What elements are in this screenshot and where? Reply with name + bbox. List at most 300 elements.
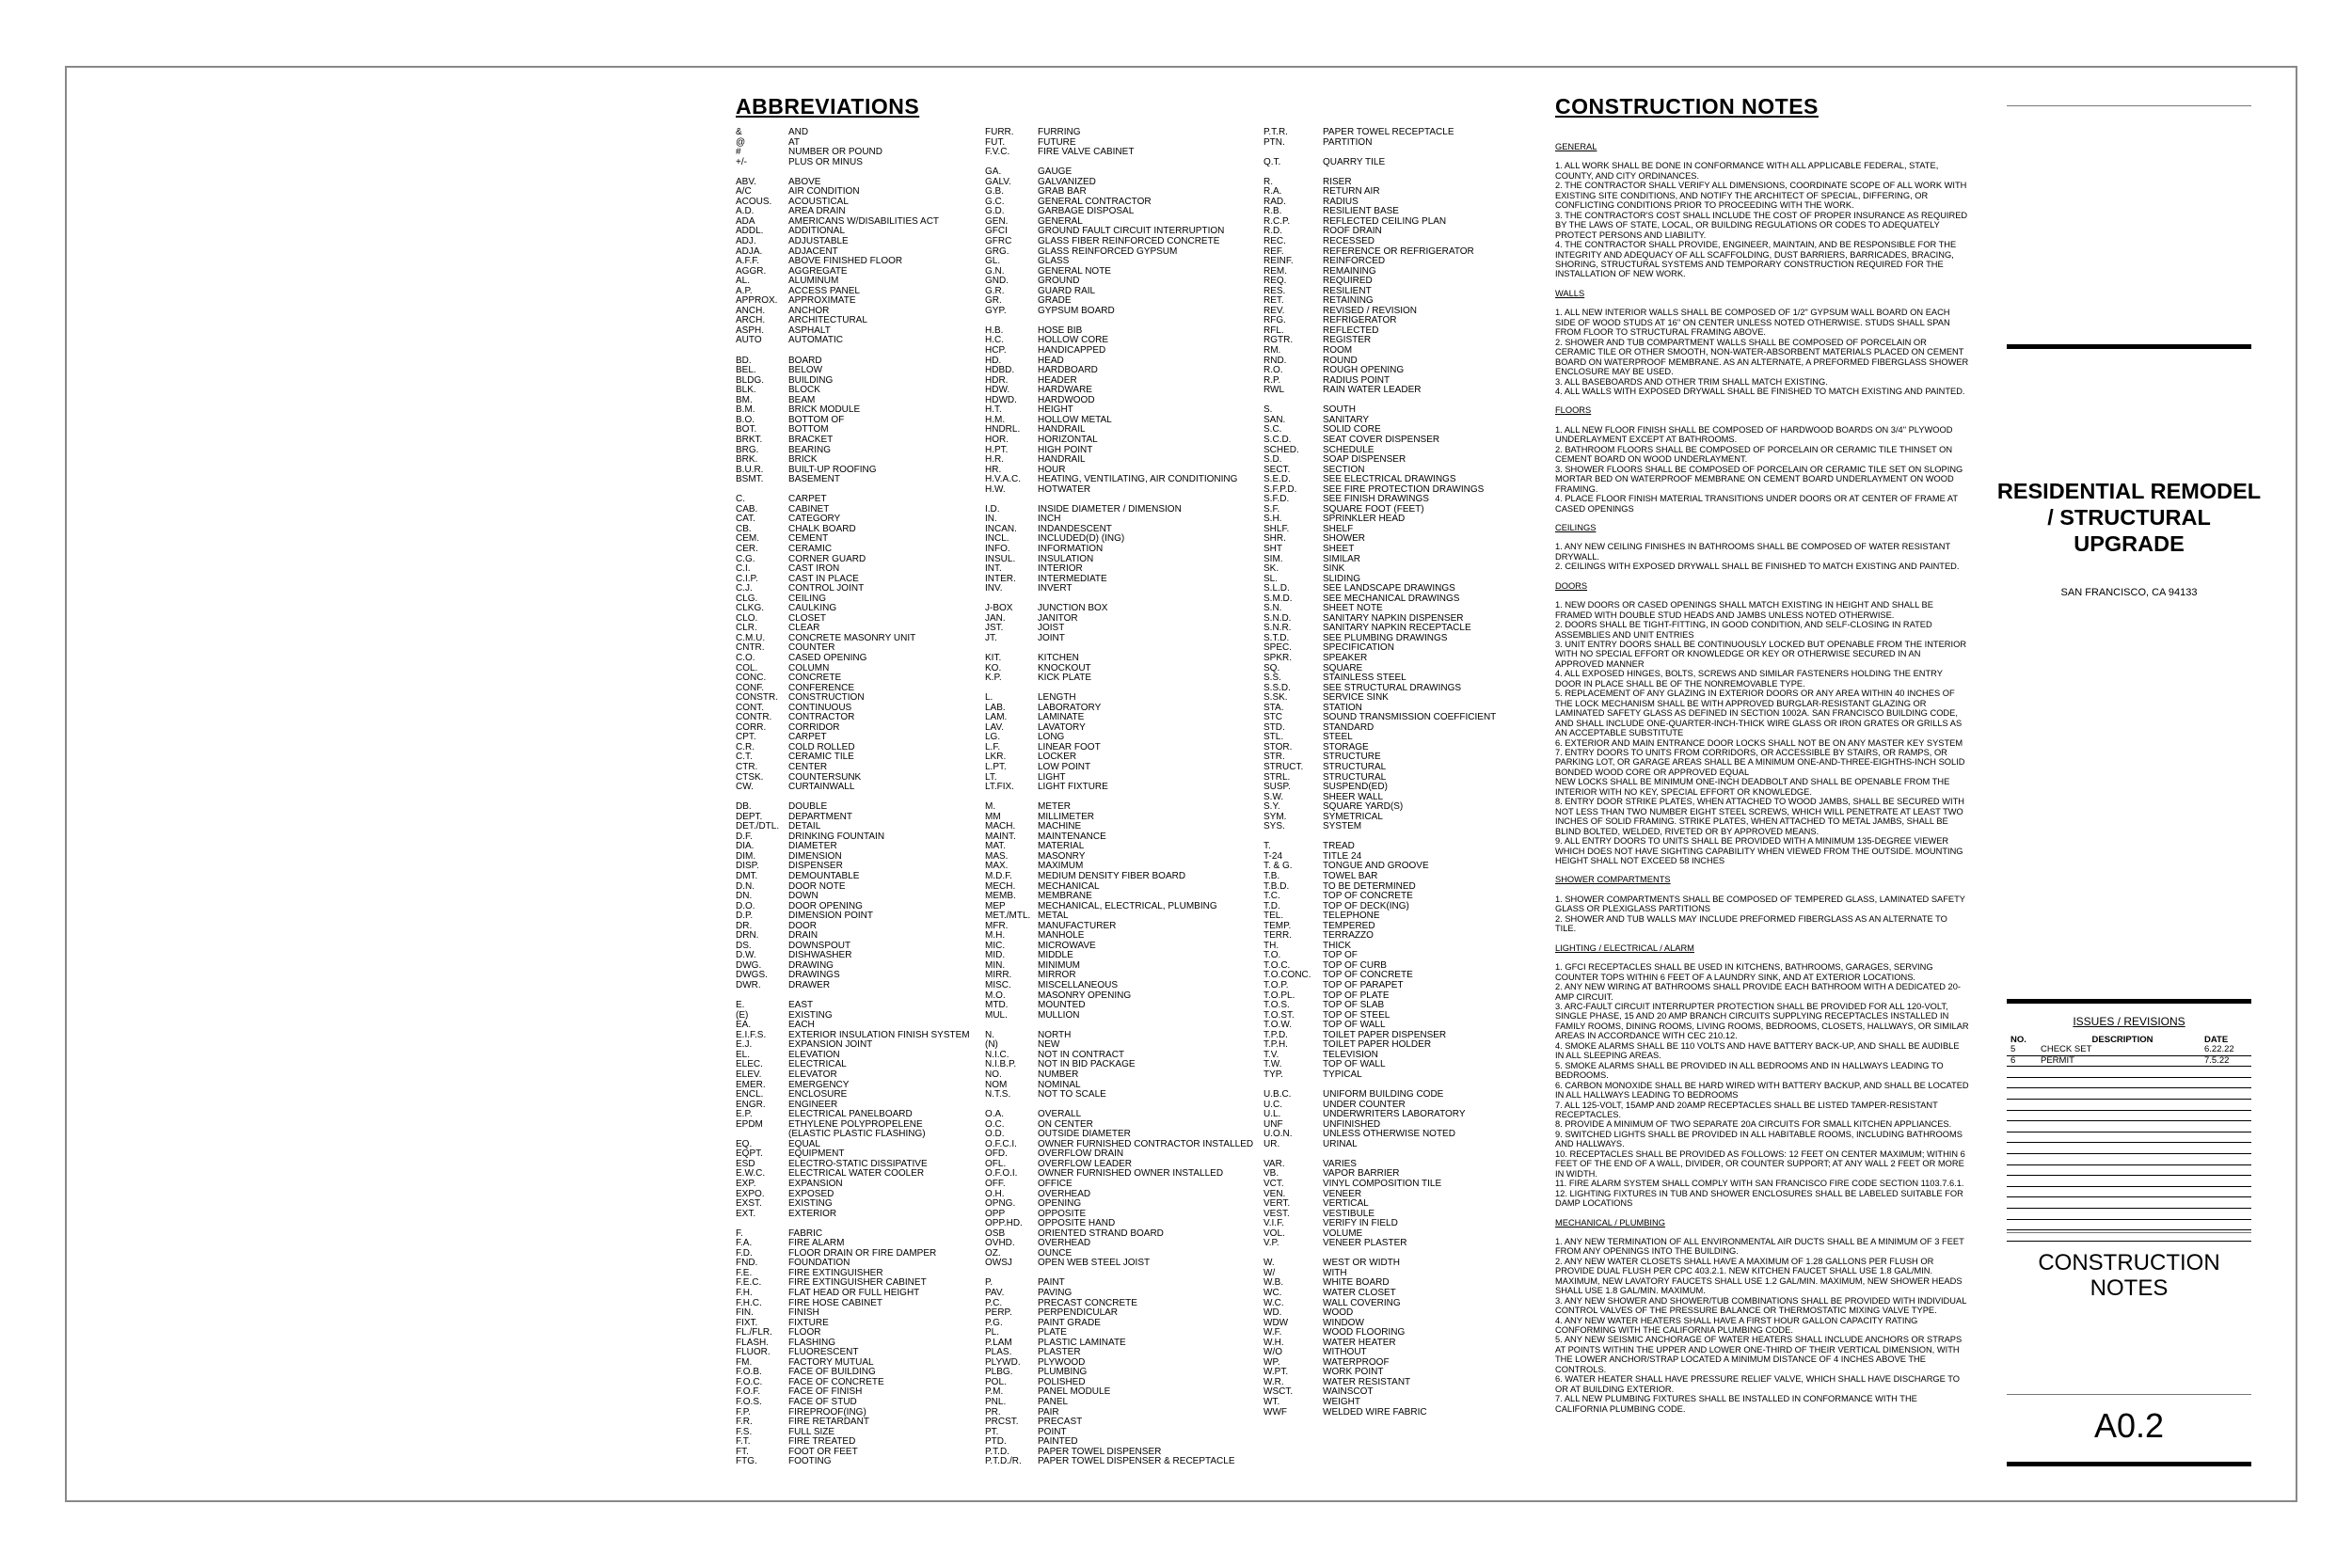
abbreviation-code: C.G. bbox=[736, 553, 755, 564]
abbreviation-code: C.I. bbox=[736, 563, 751, 575]
abbreviation-meaning: MULLION bbox=[1038, 1009, 1080, 1021]
abbreviation-row bbox=[985, 1031, 1253, 1041]
abbreviations-title: ABBREVIATIONS bbox=[736, 94, 920, 119]
abbreviation-code: IN. bbox=[985, 514, 997, 525]
abbreviation-code: CONTR. bbox=[736, 712, 772, 723]
abbreviation-meaning: EMERGENCY bbox=[788, 1079, 850, 1090]
abbreviation-row bbox=[736, 425, 970, 436]
note-item: 7. ALL NEW PLUMBING FIXTURES SHALL BE INSTALLED IN CONFORMANCE WITH THE CALIFORNIA PLUMBING CODE. bbox=[1555, 1394, 1917, 1414]
abbreviation-code: W.R. bbox=[1263, 1376, 1284, 1387]
abbreviation-code: E.W.C. bbox=[736, 1168, 766, 1180]
abbreviation-row bbox=[736, 1051, 970, 1061]
abbreviation-meaning: WAINSCOT bbox=[1323, 1386, 1374, 1398]
abbreviation-meaning: AUTOMATIC bbox=[788, 335, 843, 346]
abbreviation-code: LKR. bbox=[985, 752, 1007, 763]
abbreviation-meaning: RAIN WATER LEADER bbox=[1323, 385, 1422, 396]
abbreviation-code: FLASH. bbox=[736, 1337, 770, 1348]
abbreviation-meaning: BUILDING bbox=[788, 374, 834, 386]
abbreviation-meaning: DIMENSION POINT bbox=[788, 911, 874, 922]
abbreviation-code: U.L. bbox=[1263, 1109, 1281, 1120]
abbreviation-code: DET./DTL. bbox=[736, 821, 780, 832]
abbreviation-code: STRL. bbox=[1263, 771, 1291, 783]
abbreviation-meaning: MIDDLE bbox=[1038, 950, 1073, 961]
abbreviation-code: T.V. bbox=[1263, 1049, 1279, 1060]
abbreviation-meaning: FLOOR bbox=[788, 1327, 821, 1338]
abbreviation-meaning: SINK bbox=[1323, 563, 1345, 575]
abbreviation-spacer bbox=[1263, 832, 1496, 843]
abbreviation-code: PT. bbox=[985, 1426, 999, 1437]
abbreviation-meaning: EAST bbox=[788, 1000, 814, 1011]
abbreviation-row bbox=[985, 654, 1253, 664]
abbreviation-meaning: DISPENSER bbox=[788, 861, 843, 872]
abbreviation-meaning: SPEAKER bbox=[1323, 652, 1368, 663]
abbreviation-meaning: DOOR bbox=[788, 920, 817, 931]
abbreviation-code: F.V.C. bbox=[985, 147, 1010, 158]
abbreviation-code: G.N. bbox=[985, 265, 1005, 277]
abbreviation-row bbox=[1263, 1140, 1496, 1150]
abbreviation-meaning: ROUND bbox=[1323, 355, 1358, 366]
abbreviation-code: EA. bbox=[736, 1020, 752, 1031]
abbreviation-meaning: WATERPROOF bbox=[1323, 1356, 1390, 1368]
abbreviation-code: A.P. bbox=[736, 285, 753, 296]
abbreviation-meaning: PLATE bbox=[1038, 1327, 1067, 1338]
abbreviation-meaning: ELECTRICAL bbox=[788, 1059, 847, 1070]
issues-cell-description: PERMIT bbox=[2041, 1054, 2074, 1066]
abbreviation-spacer bbox=[736, 1219, 970, 1229]
abbreviation-code: HDW. bbox=[985, 385, 1010, 396]
abbreviation-code: O.A. bbox=[985, 1109, 1005, 1120]
abbreviation-meaning: OUNCE bbox=[1038, 1247, 1073, 1259]
abbreviation-row bbox=[985, 1378, 1253, 1388]
abbreviation-meaning: FIXTURE bbox=[788, 1317, 829, 1328]
abbreviation-meaning: LAVATORY bbox=[1038, 721, 1086, 733]
abbreviation-code: FIXT. bbox=[736, 1317, 758, 1328]
abbreviation-meaning: HOSE BIB bbox=[1038, 325, 1083, 336]
abbreviation-code: CLR. bbox=[736, 623, 757, 634]
abbreviation-code: H.C. bbox=[985, 335, 1004, 346]
abbreviation-meaning: SCHEDULE bbox=[1323, 444, 1375, 455]
abbreviation-meaning: ENGINEER bbox=[788, 1099, 838, 1110]
abbreviation-code: RET. bbox=[1263, 295, 1284, 307]
abbreviation-code: TERR. bbox=[1263, 930, 1292, 942]
abbreviation-code: LT.FIX. bbox=[985, 782, 1014, 793]
abbreviation-code: T.O.S. bbox=[1263, 1000, 1290, 1011]
abbreviation-code: CLG. bbox=[736, 593, 758, 604]
abbreviation-row bbox=[1263, 733, 1496, 743]
abbreviation-row bbox=[1263, 1040, 1496, 1051]
abbreviation-meaning: PERPENDICULAR bbox=[1038, 1307, 1119, 1319]
note-item: 8. PROVIDE A MINIMUM OF TWO SEPARATE 20A CIRCUITS FOR SMALL KITCHEN APPLIANCES. bbox=[1555, 1119, 1952, 1130]
abbreviation-code: WC. bbox=[1263, 1287, 1282, 1298]
abbreviation-meaning: OPPOSITE bbox=[1038, 1208, 1087, 1219]
abbreviation-row bbox=[985, 356, 1253, 367]
abbreviation-code: E.P. bbox=[736, 1109, 753, 1120]
abbreviation-row bbox=[1263, 1398, 1496, 1408]
abbreviation-row bbox=[985, 436, 1253, 446]
abbreviation-row bbox=[736, 1040, 970, 1051]
abbreviation-code: MAS. bbox=[985, 850, 1009, 862]
abbreviation-meaning: ADJACENT bbox=[788, 245, 838, 257]
abbreviation-code: EXST. bbox=[736, 1198, 762, 1210]
note-item: 2. SHOWER AND TUB WALLS MAY INCLUDE PREFORMED FIBERGLASS AS AN ALTERNATE TO TILE. bbox=[1555, 913, 1947, 934]
abbreviation-row bbox=[1263, 534, 1496, 545]
note-item: 11. FIRE ALARM SYSTEM SHALL COMPLY WITH SAN FRANCISCO FIRE CODE SECTION 1103.7.6.1. bbox=[1555, 1179, 1964, 1189]
abbreviation-meaning: FIRE EXTINGUISHER bbox=[788, 1267, 883, 1278]
abbreviation-row bbox=[985, 1338, 1253, 1349]
abbreviation-meaning: RADIUS bbox=[1323, 196, 1359, 207]
abbreviation-row bbox=[985, 1319, 1253, 1329]
note-item: 4. ALL WALLS WITH EXPOSED DRYWALL SHALL BE FINISHED TO MATCH EXISTING AND PAINTED. bbox=[1555, 386, 1965, 396]
abbreviation-meaning: OWNER FURNISHED OWNER INSTALLED bbox=[1038, 1168, 1224, 1180]
abbreviation-code: PLAS. bbox=[985, 1347, 1012, 1358]
abbreviation-code: MTD. bbox=[985, 1000, 1009, 1011]
abbreviation-meaning: GENERAL bbox=[1038, 215, 1083, 227]
note-item: 7. ALL 125-VOLT, 15AMP AND 20AMP RECEPTACLES SHALL BE LISTED TAMPER-RESISTANT RECEPTACLES. bbox=[1555, 1100, 1938, 1119]
abbreviation-row bbox=[985, 455, 1253, 466]
notes-section-title: WALLS bbox=[1555, 288, 1585, 298]
abbreviation-code: J-BOX bbox=[985, 603, 1013, 614]
abbreviation-code: MID. bbox=[985, 950, 1006, 961]
abbreviation-code: PNL. bbox=[985, 1397, 1007, 1407]
abbreviation-row bbox=[736, 634, 970, 644]
issues-rows bbox=[2007, 1045, 2251, 1242]
abbreviation-row bbox=[736, 872, 970, 882]
abbreviation-row bbox=[1263, 227, 1496, 237]
abbreviation-code: STL. bbox=[1263, 732, 1284, 743]
issues-blank-row bbox=[2007, 1088, 2251, 1100]
abbreviation-row bbox=[1263, 128, 1496, 138]
abbreviation-code: WP. bbox=[1263, 1356, 1280, 1368]
abbreviation-meaning: OPENING bbox=[1038, 1198, 1082, 1210]
abbreviation-meaning: INDANDESCENT bbox=[1038, 523, 1112, 534]
abbreviation-code: T.D. bbox=[1263, 900, 1280, 911]
abbreviation-row bbox=[736, 158, 970, 168]
abbreviation-meaning: MEDIUM DENSITY FIBER BOARD bbox=[1038, 871, 1186, 882]
abbreviation-spacer bbox=[985, 793, 1253, 803]
abbreviation-meaning: DOOR OPENING bbox=[788, 900, 863, 911]
abbreviation-code: B.M. bbox=[736, 404, 755, 416]
abbreviation-meaning: SUSPEND(ED) bbox=[1323, 782, 1388, 793]
abbreviation-meaning: POINT bbox=[1038, 1426, 1067, 1437]
abbreviation-code: H.V.A.C. bbox=[985, 474, 1021, 485]
abbreviation-code: R.B. bbox=[1263, 206, 1282, 217]
abbreviation-spacer bbox=[985, 1101, 1253, 1111]
abbreviation-code: C.I.P. bbox=[736, 573, 758, 584]
abbreviation-code: R.D. bbox=[1263, 226, 1282, 237]
abbreviation-code: CAB. bbox=[736, 503, 758, 515]
abbreviation-meaning: VINYL COMPOSITION TILE bbox=[1323, 1178, 1442, 1189]
abbreviation-code: F.E. bbox=[736, 1267, 753, 1278]
abbreviation-code: A/C bbox=[736, 186, 752, 198]
abbreviation-meaning: METER bbox=[1038, 801, 1071, 813]
abbreviation-row bbox=[1263, 723, 1496, 734]
abbreviation-meaning: CONSTRUCTION bbox=[788, 692, 865, 704]
abbreviation-meaning: HOTWATER bbox=[1038, 483, 1091, 495]
abbreviation-code: R.A. bbox=[1263, 186, 1282, 198]
abbreviation-meaning: DIAMETER bbox=[788, 841, 837, 852]
abbreviation-code: F.O.F. bbox=[736, 1386, 761, 1398]
abbreviation-code: S.N.D. bbox=[1263, 612, 1292, 624]
abbreviation-meaning: MANHOLE bbox=[1038, 930, 1085, 942]
abbreviation-row bbox=[736, 466, 970, 476]
abbreviation-code: SIM. bbox=[1263, 553, 1283, 564]
note-item: 1. SHOWER COMPARTMENTS SHALL BE COMPOSED OF TEMPERED GLASS, LAMINATED SAFETY GLASS OR PLEXIGLASS PARTITIONS bbox=[1555, 894, 1965, 914]
note-item: 3. UNIT ENTRY DOORS SHALL BE CONTINUOUSLY LOCKED BUT OPENABLE FROM THE INTERIOR WITH NO SPECIAL EFFORT OR KNOWLEDGE OR KEY OR OTHERWISE SECURED IN AN APPROVED MANNER bbox=[1555, 640, 1967, 669]
abbreviation-code: OFD. bbox=[985, 1148, 1008, 1160]
abbreviation-code: DIA. bbox=[736, 841, 755, 852]
abbreviation-code: S.N. bbox=[1263, 603, 1282, 614]
abbreviation-meaning: WOOD FLOORING bbox=[1323, 1327, 1406, 1338]
abbreviation-meaning: BOTTOM bbox=[788, 424, 829, 436]
issues-blank-row bbox=[2007, 1143, 2251, 1154]
abbreviation-code: LG. bbox=[985, 732, 1001, 743]
abbreviation-code: H.B. bbox=[985, 325, 1004, 336]
abbreviation-meaning: VESTIBULE bbox=[1323, 1208, 1375, 1219]
abbreviation-row bbox=[1263, 405, 1496, 416]
abbreviation-meaning: TELEVISION bbox=[1323, 1049, 1378, 1060]
abbreviation-code: SHR. bbox=[1263, 533, 1286, 545]
abbreviation-meaning: FIRE VALVE CABINET bbox=[1038, 147, 1135, 158]
abbreviation-meaning: BOARD bbox=[788, 355, 822, 366]
abbreviation-code: RES. bbox=[1263, 285, 1286, 296]
abbreviation-row bbox=[985, 505, 1253, 515]
abbreviation-meaning: DEMOUNTABLE bbox=[788, 871, 860, 882]
abbreviation-code: AGGR. bbox=[736, 265, 767, 277]
abbreviation-row bbox=[1263, 872, 1496, 882]
abbreviation-code: S.F.D. bbox=[1263, 494, 1290, 505]
abbreviation-row bbox=[985, 207, 1253, 217]
notes-section bbox=[1555, 875, 1969, 933]
abbreviation-meaning: SYSTEM bbox=[1323, 821, 1362, 832]
abbreviation-code: JST. bbox=[985, 623, 1004, 634]
abbreviation-spacer bbox=[736, 793, 970, 803]
abbreviation-meaning: HARDWARE bbox=[1038, 385, 1092, 396]
abbreviation-spacer bbox=[985, 594, 1253, 605]
note-item: 3. SHOWER FLOORS SHALL BE COMPOSED OF PORCELAIN OR CERAMIC TILE SET ON SLOPING MORTAR BED ON WATERPROOF MEMBRANE ON CEMENT BOARD UNDERLAYMENT ON WOOD FRAMING. bbox=[1555, 464, 1963, 494]
abbreviation-code: P.T.D. bbox=[985, 1446, 1009, 1457]
abbreviation-row bbox=[736, 911, 970, 922]
abbreviation-code: AUTO bbox=[736, 335, 762, 346]
abbreviation-code: OFF. bbox=[985, 1178, 1006, 1189]
abbreviation-code: G.C. bbox=[985, 196, 1005, 207]
abbreviation-meaning: SHOWER bbox=[1323, 533, 1365, 545]
abbreviation-row bbox=[736, 1199, 970, 1210]
abbreviation-row bbox=[1263, 187, 1496, 198]
issues-blank-row bbox=[2007, 1187, 2251, 1198]
abbreviation-meaning: FOUNDATION bbox=[788, 1258, 850, 1269]
abbreviation-code: MUL. bbox=[985, 1009, 1008, 1021]
abbreviation-meaning: SOAP DISPENSER bbox=[1323, 454, 1406, 466]
abbreviation-row bbox=[736, 1140, 970, 1150]
abbreviation-meaning: ROOM bbox=[1323, 345, 1353, 356]
note-item: 6. EXTERIOR AND MAIN ENTRANCE DOOR LOCKS SHALL NOT BE ON ANY MASTER KEY SYSTEM bbox=[1555, 737, 1963, 748]
abbreviation-code: EXP. bbox=[736, 1178, 756, 1189]
abbreviation-code: G.D. bbox=[985, 206, 1005, 217]
abbreviation-meaning: MASONRY OPENING bbox=[1038, 990, 1132, 1001]
abbreviation-code: REQ. bbox=[1263, 276, 1287, 287]
abbreviation-meaning: INFORMATION bbox=[1038, 543, 1104, 554]
abbreviation-meaning: TONGUE AND GROOVE bbox=[1323, 861, 1429, 872]
abbreviation-spacer bbox=[985, 1021, 1253, 1031]
abbreviation-row bbox=[1263, 922, 1496, 932]
abbreviation-meaning: ELEVATION bbox=[788, 1049, 840, 1060]
abbreviation-meaning: LIGHT FIXTURE bbox=[1038, 782, 1108, 793]
abbreviation-meaning: DEPARTMENT bbox=[788, 811, 852, 822]
abbreviation-code: U.O.N. bbox=[1263, 1129, 1293, 1140]
abbreviation-meaning: SEE STRUCTURAL DRAWINGS bbox=[1323, 682, 1462, 693]
abbreviation-code: F.A. bbox=[736, 1238, 753, 1249]
note-item: 4. ANY NEW WATER HEATERS SHALL HAVE A FIRST HOUR GALLON CAPACITY RATING CONFORMING WITH THE CALIFORNIA PLUMBING CODE. bbox=[1555, 1315, 1918, 1336]
abbreviation-meaning: ROUGH OPENING bbox=[1323, 365, 1405, 376]
abbreviation-row bbox=[736, 1457, 970, 1467]
abbreviation-row bbox=[736, 1210, 970, 1220]
abbreviation-code: REF. bbox=[1263, 245, 1284, 257]
abbreviation-code: V.I.F. bbox=[1263, 1218, 1284, 1229]
abbreviation-code: EMER. bbox=[736, 1079, 766, 1090]
abbreviation-meaning: BLOCK bbox=[788, 385, 820, 396]
abbreviation-row bbox=[985, 167, 1253, 178]
abbreviation-meaning: BELOW bbox=[788, 365, 823, 376]
abbreviation-code: INT. bbox=[985, 563, 1002, 575]
abbreviation-meaning: ELECTRICAL PANELBOARD bbox=[788, 1109, 913, 1120]
abbreviation-meaning: HOLLOW CORE bbox=[1038, 335, 1109, 346]
abbreviation-code: A.D. bbox=[736, 206, 755, 217]
abbreviation-code: TEL. bbox=[1263, 911, 1284, 922]
abbreviation-meaning: SANITARY NAPKIN RECEPTACLE bbox=[1323, 623, 1471, 634]
abbreviation-row bbox=[736, 545, 970, 555]
abbreviation-code: MAINT. bbox=[985, 831, 1016, 842]
abbreviation-meaning: WEIGHT bbox=[1323, 1397, 1360, 1407]
abbreviation-code: W.B. bbox=[1263, 1277, 1284, 1289]
abbreviation-meaning: TERRAZZO bbox=[1323, 930, 1374, 942]
abbreviation-code: STOR. bbox=[1263, 741, 1293, 752]
abbreviation-meaning: TOP OF bbox=[1323, 950, 1358, 961]
abbreviation-code: T.W. bbox=[1263, 1059, 1282, 1070]
abbreviation-code: L. bbox=[985, 692, 993, 704]
abbreviation-code: INV. bbox=[985, 583, 1003, 594]
abbreviation-code: P.C. bbox=[985, 1297, 1003, 1308]
abbreviation-code: EXT. bbox=[736, 1208, 756, 1219]
abbreviation-code: DB. bbox=[736, 801, 752, 813]
issues-cell-no: 5 bbox=[2010, 1044, 2016, 1054]
abbreviation-code: SECT. bbox=[1263, 464, 1291, 475]
abbreviation-row bbox=[985, 396, 1253, 406]
abbreviation-code: OVHD. bbox=[985, 1238, 1015, 1249]
abbreviation-meaning: HEADER bbox=[1038, 374, 1077, 386]
abbreviation-meaning: REFERENCE OR REFRIGERATOR bbox=[1323, 245, 1474, 257]
abbreviation-code: BRK. bbox=[736, 454, 758, 466]
abbreviation-code: GR. bbox=[985, 295, 1002, 307]
abbreviation-code: K.P. bbox=[985, 673, 1002, 684]
abbreviation-meaning: SEE FINISH DRAWINGS bbox=[1323, 494, 1429, 505]
abbreviation-row bbox=[985, 931, 1253, 942]
issues-blank-row bbox=[2007, 1197, 2251, 1209]
abbreviation-meaning: UNDERWRITERS LABORATORY bbox=[1323, 1109, 1466, 1120]
abbreviation-meaning: PAPER TOWEL DISPENSER & RECEPTACLE bbox=[1038, 1456, 1235, 1467]
abbreviation-code: MACH. bbox=[985, 821, 1016, 832]
abbreviation-meaning: LAMINATE bbox=[1038, 712, 1085, 723]
note-item: 3. ARC-FAULT CIRCUIT INTERRUPTER PROTECTION SHALL BE PROVIDED FOR ALL 120-VOLT, SINGLE PHASE, 15 AND 20 AMP BRANCH CIRCUITS SUPPLYING RECEPTACLES INSTALLED IN FAMILY ROOMS, DINING ROOMS, LIVING ROOMS, BEDROOMS, CLOSETS, HALLWAYS, OR SIMILAR AREAS IN ACCORDANCE WITH CEC 210.12. bbox=[1555, 1001, 1969, 1041]
abbreviations-column-3 bbox=[1263, 128, 1496, 1418]
abbreviation-code: W. bbox=[1263, 1258, 1275, 1269]
abbreviation-code: EL. bbox=[736, 1049, 751, 1060]
abbreviation-code: MIC. bbox=[985, 940, 1006, 951]
abbreviation-code: FND. bbox=[736, 1258, 758, 1269]
abbreviation-row bbox=[985, 911, 1253, 922]
abbreviation-row bbox=[736, 584, 970, 594]
abbreviation-meaning: PARTITION bbox=[1323, 136, 1373, 148]
note-item: 3. THE CONTRACTOR'S COST SHALL INCLUDE THE COST OF PROPER INSURANCE AS REQUIRED BY THE LAWS OF STATE, LOCAL, OR BUILDING REGULATIONS OR CODES TO ADEQUATELY PROTECT PERSONS AND LIABILITY. bbox=[1555, 210, 1968, 240]
abbreviation-code: T-24 bbox=[1263, 850, 1283, 862]
abbreviation-row bbox=[985, 376, 1253, 387]
notes-section-title: MECHANICAL / PLUMBING bbox=[1555, 1217, 1665, 1227]
abbreviation-code: VERT. bbox=[1263, 1198, 1291, 1210]
abbreviation-meaning: RADIUS POINT bbox=[1323, 374, 1391, 386]
abbreviation-code: NO. bbox=[985, 1069, 1002, 1080]
abbreviation-meaning: AIR CONDITION bbox=[788, 186, 860, 198]
abbreviation-code: +/- bbox=[736, 156, 747, 167]
abbreviation-meaning: EXISTING bbox=[788, 1198, 833, 1210]
abbreviation-meaning: SPRINKLER HEAD bbox=[1323, 514, 1406, 525]
abbreviation-meaning: TITLE 24 bbox=[1323, 850, 1362, 862]
abbreviation-meaning: REFLECTED CEILING PLAN bbox=[1323, 215, 1447, 227]
abbreviation-row bbox=[985, 752, 1253, 763]
abbreviation-meaning: BOTTOM OF bbox=[788, 414, 845, 425]
abbreviation-code: G.R. bbox=[985, 285, 1005, 296]
abbreviation-meaning: NOT IN BID PACKAGE bbox=[1038, 1059, 1136, 1070]
abbreviation-row bbox=[985, 1358, 1253, 1369]
abbreviation-meaning: SERVICE SINK bbox=[1323, 692, 1389, 704]
abbreviation-spacer bbox=[736, 991, 970, 1002]
abbreviation-meaning: VAPOR BARRIER bbox=[1323, 1168, 1400, 1180]
abbreviation-row bbox=[736, 1229, 970, 1240]
abbreviation-meaning: EACH bbox=[788, 1020, 815, 1031]
abbreviation-code: FLUOR. bbox=[736, 1347, 771, 1358]
abbreviation-meaning: JUNCTION BOX bbox=[1038, 603, 1108, 614]
abbreviation-meaning: KNOCKOUT bbox=[1038, 662, 1091, 673]
abbreviation-meaning: OFFICE bbox=[1038, 1178, 1073, 1189]
abbreviation-meaning: GARBAGE DISPOSAL bbox=[1038, 206, 1135, 217]
abbreviation-meaning: BRACKET bbox=[788, 434, 834, 445]
abbreviation-code: L.F. bbox=[985, 741, 1001, 752]
abbreviation-code: DRN. bbox=[736, 930, 759, 942]
abbreviation-code: OPNG. bbox=[985, 1198, 1016, 1210]
abbreviation-code: GFRC bbox=[985, 236, 1012, 247]
abbreviation-code: P.M. bbox=[985, 1386, 1004, 1398]
abbreviation-row bbox=[985, 733, 1253, 743]
abbreviation-meaning: TOP OF WALL bbox=[1323, 1059, 1386, 1070]
abbreviation-code: GL. bbox=[985, 256, 1001, 267]
abbreviation-meaning: SIMILAR bbox=[1323, 553, 1361, 564]
abbreviations-column-2 bbox=[985, 128, 1253, 1467]
abbreviation-row bbox=[985, 713, 1253, 723]
abbreviation-meaning: BRICK MODULE bbox=[788, 404, 861, 416]
abbreviation-code: PTD. bbox=[985, 1436, 1007, 1448]
abbreviation-row bbox=[736, 802, 970, 813]
abbreviation-meaning: OPPOSITE HAND bbox=[1038, 1218, 1116, 1229]
abbreviation-meaning: LIGHT bbox=[1038, 771, 1066, 783]
abbreviation-meaning: DOWN bbox=[788, 891, 818, 902]
abbreviation-meaning: PAIR bbox=[1038, 1406, 1059, 1418]
abbreviation-code: RM. bbox=[1263, 345, 1281, 356]
abbreviation-meaning: EXTERIOR INSULATION FINISH SYSTEM bbox=[788, 1029, 970, 1040]
abbreviation-code: HDBD. bbox=[985, 365, 1015, 376]
abbreviation-meaning: BEAM bbox=[788, 394, 816, 405]
abbreviation-meaning: WATER CLOSET bbox=[1323, 1287, 1396, 1298]
abbreviation-code: FURR. bbox=[985, 127, 1014, 137]
abbreviation-code: ACOUS. bbox=[736, 196, 772, 207]
abbreviation-meaning: TOP OF STEEL bbox=[1323, 1009, 1391, 1021]
